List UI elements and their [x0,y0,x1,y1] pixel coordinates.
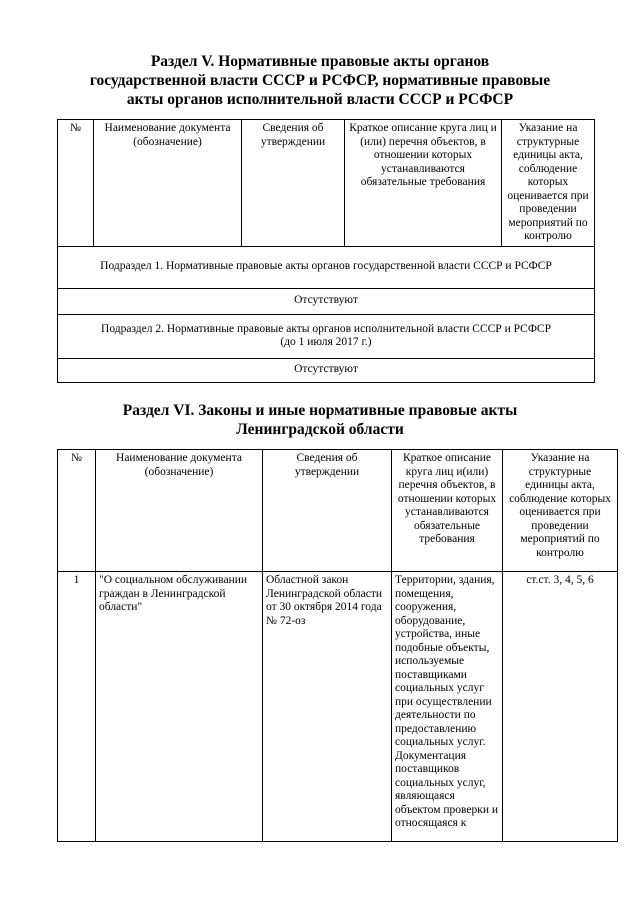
header-description: Краткое описание круга лиц и (или) перечня объектов, в отношении которых устанавливаются обязательные требования [345,120,502,247]
section-6-title-line: Ленинградской области [236,421,404,438]
header-document-name: Наименование документа (обозначение) [96,450,263,572]
section-5-table [57,119,595,383]
section-5-title-line: государственной власти СССР и РСФСР, нормативные правовые [89,72,551,89]
row-description: Территории, здания, помещения, сооружения, оборудование, устройства, иные подобные объекты, используемые поставщиками социальных услуг при осуществлении деятельности по предоставлению социальных услуг. Документация поставщиков социальных услуг, являющаяся объектом проверки и относящаяся к [392,572,503,842]
header-approval-info: Сведения об утверждении [263,450,392,572]
header-document-name: Наименование документа (обозначение) [94,120,242,247]
section-5-title-line: Раздел V. Нормативные правовые акты органов [150,53,490,70]
header-number: № [58,120,94,247]
section-5-title [0,52,640,109]
row-structural-units: ст.ст. 3, 4, 5, 6 [503,572,618,842]
subsection-row [58,314,595,358]
header-description: Краткое описание круга лиц и(или) перечня объектов, в отношении которых устанавливаются обязательные требования [392,450,503,572]
subsection-row [58,246,595,288]
subsection-2-status: Отсутствуют [58,358,595,382]
header-structural-units: Указание на структурные единицы акта, соблюдение которых оценивается при проведении мероприятий по контролю [503,450,618,572]
row-number: 1 [58,572,96,842]
section-5-title-line: акты органов исполнительной власти СССР и РСФСР [126,91,514,108]
subsection-1-title: Подраздел 1. Нормативные правовые акты органов государственной власти СССР и РСФСР [58,246,595,288]
status-row [58,358,595,382]
section-6-table [57,449,618,842]
header-approval-info: Сведения об утверждении [242,120,345,247]
section-6-title [0,401,640,439]
header-number: № [58,450,96,572]
status-row [58,288,595,314]
row-approval-info: Областной закон Ленинградской области от 30 октября 2014 года № 72-оз [263,572,392,842]
subsection-2-title [58,314,595,358]
subsection-1-status: Отсутствуют [58,288,595,314]
subsection-2-title-line: Подраздел 2. Нормативные правовые акты органов исполнительной власти СССР и РСФСР [101,322,551,335]
table-header-row [58,450,618,572]
table-header-row [58,120,595,247]
header-structural-units: Указание на структурные единицы акта, соблюдение которых оценивается при проведении мероприятий по контролю [502,120,595,247]
subsection-2-title-line: (до 1 июля 2017 г.) [280,336,372,348]
section-6-title-line: Раздел VI. Законы и иные нормативные правовые акты [122,402,518,419]
row-document-name: "О социальном обслуживании граждан в Ленинградской области" [96,572,263,842]
table-row [58,572,618,842]
